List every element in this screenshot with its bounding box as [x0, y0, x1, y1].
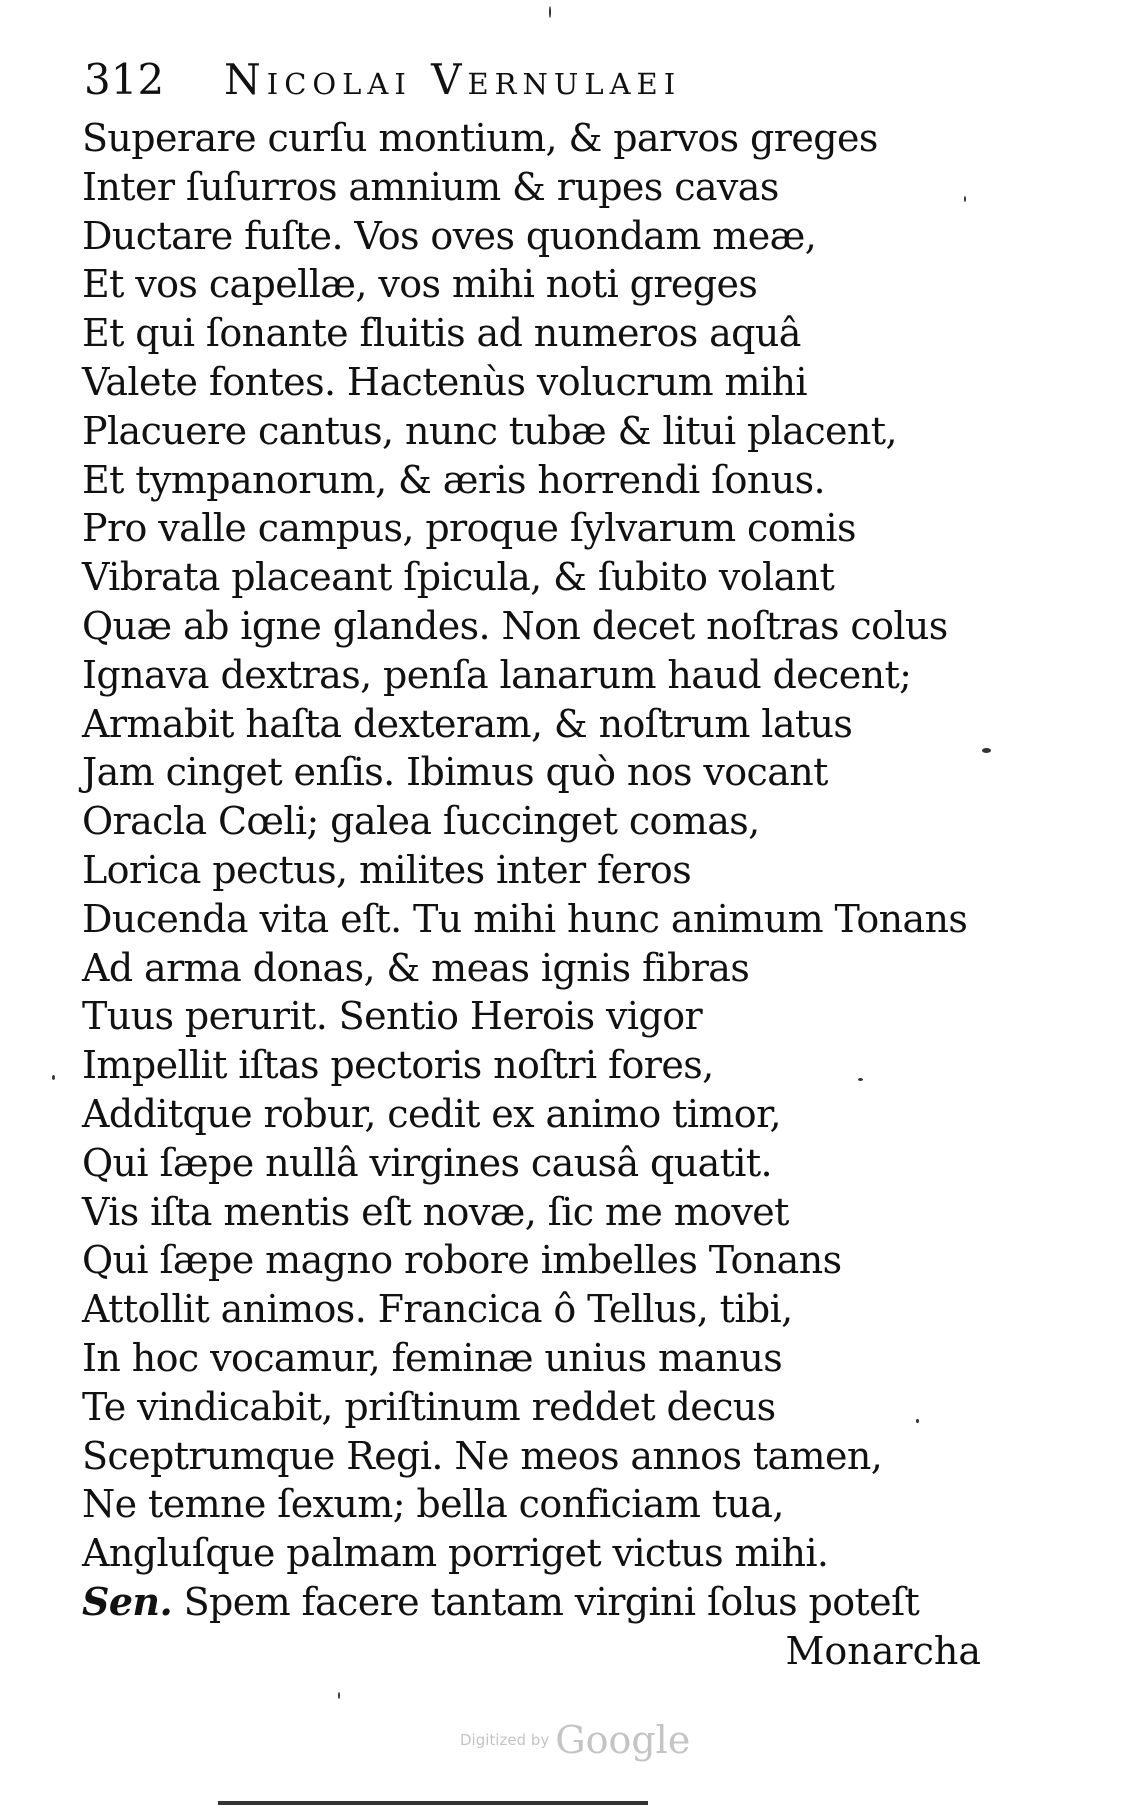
verse-line: Vis iſta mentis eſt novæ, ſic me movet: [82, 1189, 789, 1234]
verse-line: Te vindicabit, priſtinum reddet decus: [82, 1384, 776, 1429]
speaker-line-text: Spem facere tantam virgini ſolus poteſt: [183, 1579, 920, 1624]
ink-speck: [916, 1419, 919, 1423]
verse-line: Sceptrumque Regi. Ne meos annos tamen,: [82, 1433, 883, 1478]
ink-speck: [52, 1075, 55, 1080]
running-header: [84, 52, 884, 108]
verse-line-speaker: [82, 1578, 1042, 1627]
poem-text: [82, 114, 1042, 1627]
verse-line: Ignava dextras, penſa lanarum haud decent;: [82, 652, 912, 697]
ink-speck: [964, 196, 966, 202]
verse-line: Ductare fuſte. Vos oves quondam meæ,: [82, 213, 817, 258]
page-number: 312: [84, 55, 165, 104]
verse-line: Qui ſæpe nullâ virgines causâ quatit.: [82, 1140, 773, 1185]
verse-line: Qui ſæpe magno robore imbelles Tonans: [82, 1238, 842, 1283]
ink-speck: [858, 1078, 863, 1081]
verse-line: Pro valle campus, proque ſylvarum comis: [82, 506, 856, 551]
verse-line: Tuus perurit. Sentio Herois vigor: [82, 994, 703, 1039]
verse-line: Ducenda vita eſt. Tu mihi hunc animum Tonans: [82, 896, 968, 941]
verse-line: Armabit haſta dexteram, & noſtrum latus: [82, 701, 853, 746]
verse-line: Ne temne ſexum; bella conficiam tua,: [82, 1482, 784, 1527]
watermark-brand: Google: [555, 1718, 691, 1762]
page-edge-rule: [218, 1801, 648, 1805]
verse-line: Placuere cantus, nunc tubæ & litui placent,: [82, 408, 897, 453]
verse-line: Valete fontes. Hactenùs volucrum mihi: [82, 359, 807, 404]
verse-line: Quæ ab igne glandes. Non decet noſtras colus: [82, 603, 948, 648]
verse-line: Lorica pectus, milites inter feros: [82, 847, 692, 892]
watermark-prefix: Digitized by: [460, 1731, 550, 1749]
catchword: Monarcha: [785, 1629, 981, 1673]
verse-line: Jam cinget enſis. Ibimus quò nos vocant: [82, 750, 828, 795]
ink-speck: [982, 748, 991, 753]
verse-line: Oracla Cœli; galea ſuccinget comas,: [82, 799, 760, 844]
verse-line: Attollit animos. Francica ô Tellus, tibi,: [82, 1287, 793, 1332]
verse-line: Impellit iſtas pectoris noſtri fores,: [82, 1043, 714, 1088]
speaker-label: Sen.: [82, 1578, 173, 1624]
verse-line: Et vos capellæ, vos mihi noti greges: [82, 262, 758, 307]
ink-speck: [338, 1692, 340, 1699]
ink-speck: [549, 6, 551, 18]
verse-line: Angluſque palmam porriget victus mihi.: [82, 1531, 829, 1576]
verse-line: In hoc vocamur, feminæ unius manus: [82, 1335, 783, 1380]
digitizer-watermark: [460, 1718, 700, 1766]
verse-line: Vibrata placeant ſpicula, & ſubito volant: [82, 555, 835, 600]
verse-line: Ad arma donas, & meas ignis fibras: [82, 945, 750, 990]
verse-line: Additque robur, cedit ex animo timor,: [82, 1091, 781, 1136]
verse-line: Et tympanorum, & æris horrendi ſonus.: [82, 457, 826, 502]
running-title: Nicolai Vernulaei: [224, 55, 682, 104]
verse-line: Et qui ſonante fluitis ad numeros aquâ: [82, 311, 801, 356]
verse-line: Inter ſuſurros amnium & rupes cavas: [82, 164, 779, 209]
verse-line: Superare curſu montium, & parvos greges: [82, 116, 878, 160]
